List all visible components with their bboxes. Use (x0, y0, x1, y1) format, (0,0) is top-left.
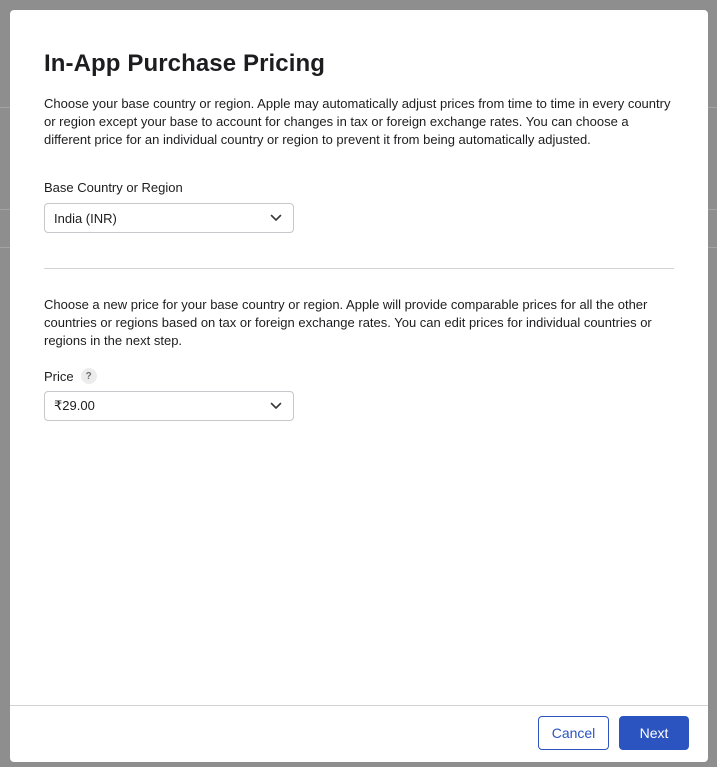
base-country-select[interactable] (44, 203, 294, 233)
section-divider (44, 268, 674, 269)
next-button[interactable]: Next (619, 716, 689, 750)
dialog-title: In-App Purchase Pricing (44, 50, 326, 77)
background-line (708, 107, 717, 108)
price-label (44, 368, 97, 384)
base-country-description: Choose your base country or region. Apple may automatically adjust prices from time to time in every country or region except your base to account for changes in tax or foreign exchange rates. You can choose a different price for an individual country or region to prevent it from being automatically adjusted. (44, 96, 671, 147)
base-country-label-text: Base Country or Region (44, 180, 183, 195)
dialog-footer (10, 705, 708, 762)
pricing-dialog (10, 10, 708, 762)
background-line (0, 209, 10, 210)
help-icon[interactable]: ? (81, 368, 97, 384)
base-country-value: India (INR) (54, 210, 117, 226)
background-line (0, 247, 10, 248)
background-line (708, 247, 717, 248)
background-line (0, 107, 10, 108)
base-country-label (44, 180, 183, 195)
chevron-down-icon (270, 213, 282, 223)
chevron-down-icon (270, 401, 282, 411)
price-value: ₹29.00 (54, 398, 95, 413)
background-line (708, 209, 717, 210)
price-description: Choose a new price for your base country or region. Apple will provide comparable prices for all the other countries or regions based on tax or foreign exchange rates. You can edit prices for individual countries or regions in the next step. (44, 297, 652, 348)
cancel-button[interactable]: Cancel (538, 716, 609, 750)
price-label-text: Price (44, 368, 74, 384)
price-select[interactable] (44, 391, 294, 421)
